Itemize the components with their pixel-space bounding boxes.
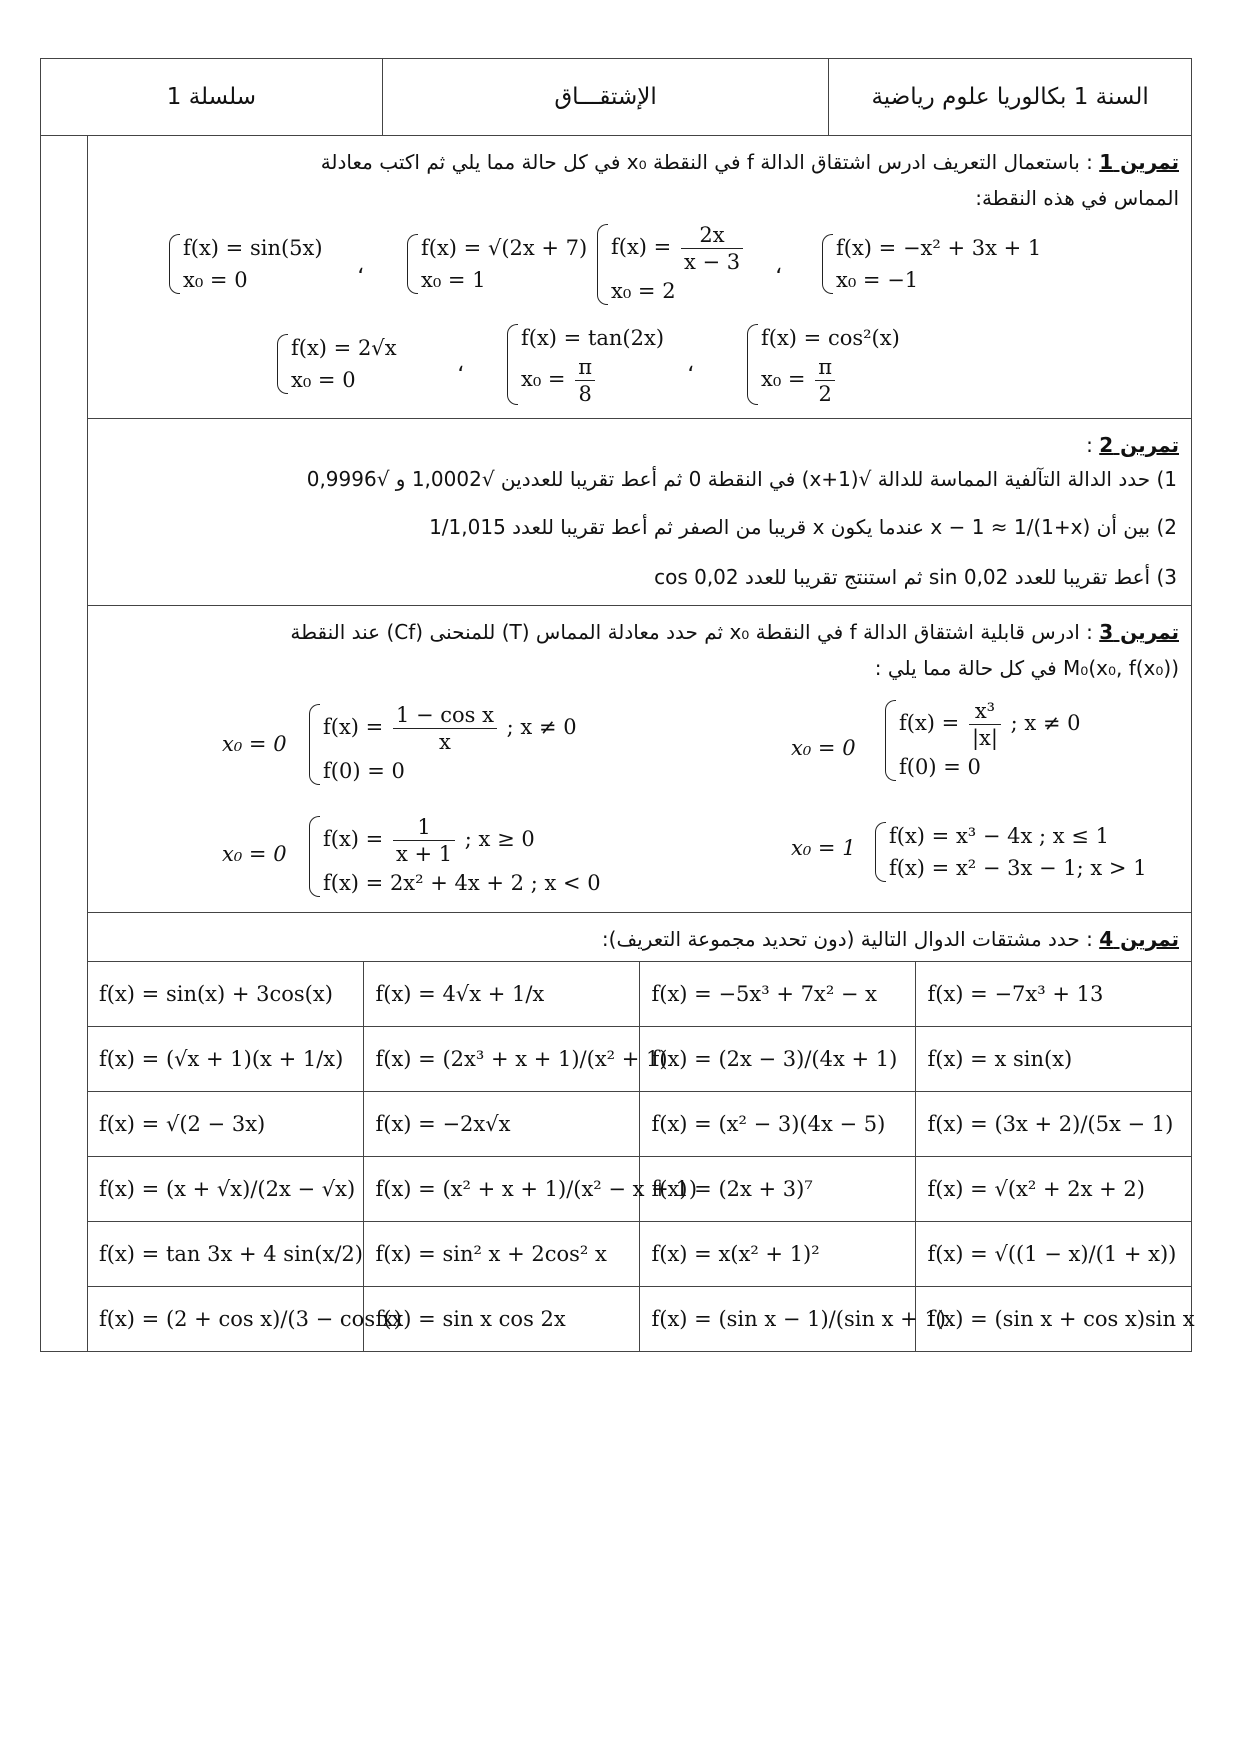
function-cell: f(x) = (2 + cos x)/(3 − cos x) [87,1287,363,1352]
ex1-s7-point: x₀ = 0 [291,368,356,392]
exercise-4-statement: تمرين 4 : حدد مشتقات الدوال التالية (دون تحديد مجموعة التعريف): [601,927,1179,951]
ex3-case-2: f(x) = $\frac{\text{1 − cos x}}{x}$ ; x ≠ 0 f(0) = 0 [309,702,577,787]
function-cell: f(x) = (3x + 2)/(5x − 1) [915,1092,1191,1157]
function-cell: f(x) = (x + √x)/(2x − √x) [87,1157,363,1222]
derivatives-table [87,961,1195,1351]
exercise-1-text-1: باستعمال التعريف ادرس اشتقاق الدالة f في النقطة x₀ في كل حالة مما يلي ثم اكتب معادلة [320,150,1080,174]
ex3-c4-condition: ; x ≥ 0 [464,827,535,851]
margin-column [41,136,88,1351]
function-cell: f(x) = √(2 − 3x) [87,1092,363,1157]
table-row [87,962,1191,1027]
exercise-2-item-2: 2) بين أن x − 1 ≈ 1/(1+x) عندما يكون x قريبا من الصفر ثم أعط تقريبا للعدد 1/1,015 [429,515,1177,539]
exercise-3-text-2: M₀(x₀, f(x₀)) في كل حالة مما يلي : [874,656,1179,680]
ex1-system-4 [169,232,323,296]
worksheet [40,58,1195,1352]
ex3-case-1: f(x) = $\frac{\text{x³}}{|x|}$ ; x ≠ 0 f(0) = 0 [885,698,1081,783]
ex3-c1-condition: ; x ≠ 0 [1010,711,1081,735]
ex3-case-2-point: x₀ = 0 [222,732,287,756]
function-cell: f(x) = x sin(x) [915,1027,1191,1092]
ex3-case-3-point: x₀ = 1 [791,836,856,860]
function-cell: f(x) = 4√x + 1/x [363,962,639,1027]
exercise-3 [87,606,1191,913]
function-cell: f(x) = sin(x) + 3cos(x) [87,962,363,1027]
ex1-system-6: f(x) = tan(2x) x₀ = $\frac{\pi}{8}$ [507,322,664,407]
ex3-c1-denominator: |x| [971,726,998,750]
separator-comma: ، [775,254,783,279]
exercise-1-statement: تمرين 1 : باستعمال التعريف ادرس اشتقاق الدالة f في النقطة x₀ في كل حالة مما يلي ثم اكتب معادلة المماس في هذه النقطة: [320,150,1179,210]
header-level: السنة 1 بكالوريا علوم رياضية [828,59,1191,135]
table-row [87,1222,1191,1287]
exercise-3-statement: تمرين 3 : ادرس قابلية اشتقاق الدالة f في النقطة x₀ ثم حدد معادلة المماس (T) للمنحنى (Cf) عند النقطة M₀(x₀, f(x₀)) في كل حالة مما يلي : [290,620,1179,680]
ex3-c4-denominator: x + 1 [395,842,453,866]
ex1-s7-function: f(x) = 2√x [291,336,397,360]
ex3-case-3 [875,820,1147,884]
exercise-2-item-1: 1) حدد الدالة التآلفية المماسة للدالة √(1+x) في النقطة 0 ثم أعط تقريبا للعددين √1,0002 و √0,9996 [306,467,1177,491]
exercise-3-label: تمرين 3 [1099,620,1179,644]
ex1-s4-function: f(x) = sin(5x) [183,236,323,260]
separator-comma: ، [687,352,695,377]
ex3-case-4: f(x) = $\frac{1}{x + 1}$ ; x ≥ 0 f(x) = 2x² + 4x + 2 ; x < 0 [309,814,601,899]
exercise-4-label: تمرين 4 [1099,927,1179,951]
function-cell: f(x) = −2x√x [363,1092,639,1157]
ex3-c2-denominator: x [439,730,451,754]
function-cell: f(x) = sin x cos 2x [363,1287,639,1352]
ex3-c2-condition: ; x ≠ 0 [506,715,577,739]
ex1-s5-point-num: π [815,354,835,381]
function-cell: f(x) = (sin x + cos x)sin x [915,1287,1191,1352]
exercise-1-text-2: المماس في هذه النقطة: [975,186,1179,210]
ex1-s6-function: f(x) = tan(2x) [521,326,665,350]
exercise-2 [87,419,1191,606]
ex3-c2-second: f(0) = 0 [323,759,405,783]
exercise-1 [87,136,1191,419]
ex3-c3-second: f(x) = x² − 3x − 1; x > 1 [889,856,1147,880]
function-cell: f(x) = (x² − 3)(4x − 5) [639,1092,915,1157]
ex3-c2-numerator: 1 − cos x [393,702,497,729]
function-cell: f(x) = (x² + x + 1)/(x² − x + 1) [363,1157,639,1222]
separator-comma: ، [357,254,365,279]
ex1-s1-function: f(x) = −x² + 3x + 1 [836,236,1042,260]
ex1-s2-numerator: 2x [681,222,743,249]
ex1-system-3 [407,232,587,296]
ex1-s3-point: x₀ = 1 [421,268,486,292]
table-row [87,1092,1191,1157]
header-topic: الإشتقـــاق [382,59,828,135]
ex1-s5-function: f(x) = cos²(x) [761,326,900,350]
table-row [87,1157,1191,1222]
ex1-system-5: f(x) = cos²(x) x₀ = $\frac{\pi}{2}$ [747,322,900,407]
ex1-s1-point: x₀ = −1 [836,268,919,292]
ex1-s2-denominator: x − 3 [683,250,741,274]
function-cell: f(x) = tan 3x + 4 sin(x/2) [87,1222,363,1287]
ex1-s2-point: x₀ = 2 [611,279,676,303]
ex1-s3-function: f(x) = √(2x + 7) [421,236,588,260]
function-cell: f(x) = −7x³ + 13 [915,962,1191,1027]
exercise-4 [87,913,1195,1351]
ex1-s6-point-den: 8 [578,382,592,406]
ex3-c1-numerator: x³ [969,698,1001,725]
ex3-c3-first: f(x) = x³ − 4x ; x ≤ 1 [889,824,1109,848]
ex3-case-1-point: x₀ = 0 [791,736,856,760]
exercise-2-statement: تمرين 2 : [1086,433,1179,457]
function-cell: f(x) = (2x + 3)⁷ [639,1157,915,1222]
table-row [87,1287,1191,1352]
exercise-4-text: حدد مشتقات الدوال التالية (دون تحديد مجموعة التعريف): [601,927,1080,951]
exercise-1-label: تمرين 1 [1099,150,1179,174]
function-cell: f(x) = (2x³ + x + 1)/(x² + 1) [363,1027,639,1092]
function-cell: f(x) = (sin x − 1)/(sin x + 1) [639,1287,915,1352]
ex1-system-1 [822,232,1041,296]
ex3-c4-numerator: 1 [393,814,455,841]
exercises-body [40,136,1195,1352]
function-cell: f(x) = √(x² + 2x + 2) [915,1157,1191,1222]
ex3-case-4-point: x₀ = 0 [222,842,287,866]
function-cell: f(x) = −5x³ + 7x² − x [639,962,915,1027]
header-table [40,58,1192,136]
exercise-2-item-3: 3) أعط تقريبا للعدد sin 0,02 ثم استنتج تقريبا للعدد cos 0,02 [654,565,1177,589]
function-cell: f(x) = (√x + 1)(x + 1/x) [87,1027,363,1092]
function-cell: f(x) = (2x − 3)/(4x + 1) [639,1027,915,1092]
separator-comma: ، [457,352,465,377]
ex3-c1-second: f(0) = 0 [899,755,981,779]
ex3-c4-second: f(x) = 2x² + 4x + 2 ; x < 0 [323,871,601,895]
function-cell: f(x) = sin² x + 2cos² x [363,1222,639,1287]
exercise-2-label: تمرين 2 [1099,433,1179,457]
exercise-3-text-1: ادرس قابلية اشتقاق الدالة f في النقطة x₀ ثم حدد معادلة المماس (T) للمنحنى (Cf) عند النقطة [290,620,1080,644]
ex1-s4-point: x₀ = 0 [183,268,248,292]
ex1-s6-point-num: π [575,354,595,381]
function-cell: f(x) = √((1 − x)/(1 + x)) [915,1222,1191,1287]
header-series: سلسلة 1 [166,84,257,110]
table-row [87,1027,1191,1092]
function-cell: f(x) = x(x² + 1)² [639,1222,915,1287]
ex1-system-7 [277,332,397,396]
ex1-s5-point-den: 2 [818,382,832,406]
ex1-system-2: f(x) = $\frac{2x}{x - 3}$ x₀ = 2 [597,222,746,307]
